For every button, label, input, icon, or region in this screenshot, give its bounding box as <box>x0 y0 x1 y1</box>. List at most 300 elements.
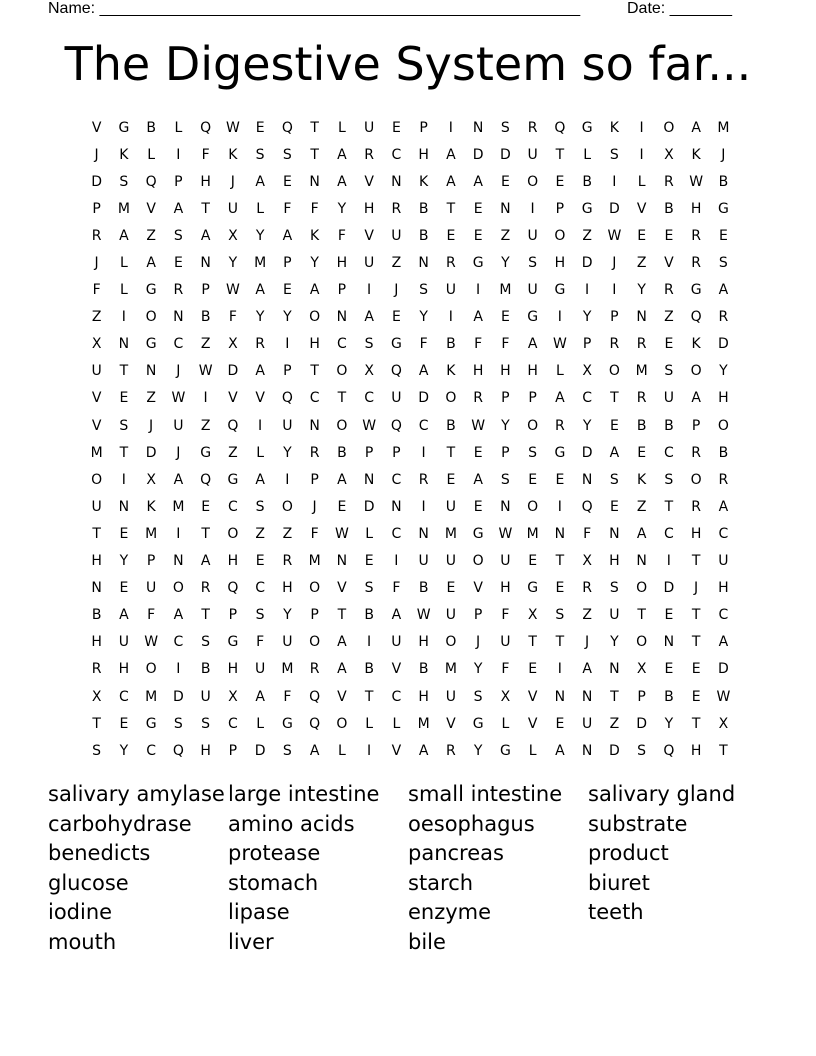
grid-letter[interactable]: M <box>717 119 730 136</box>
grid-letter[interactable]: Z <box>228 444 238 461</box>
grid-letter[interactable]: U <box>91 363 102 380</box>
grid-letter[interactable]: D <box>581 444 593 461</box>
grid-letter[interactable]: S <box>718 255 728 272</box>
grid-letter[interactable]: H <box>118 661 130 678</box>
grid-letter[interactable]: G <box>145 336 157 353</box>
grid-letter[interactable]: W <box>171 390 186 407</box>
grid-letter[interactable]: C <box>255 580 266 597</box>
grid-letter[interactable]: R <box>91 661 102 678</box>
grid-letter[interactable]: G <box>227 634 239 651</box>
grid-letter[interactable]: A <box>337 146 347 163</box>
grid-letter[interactable]: T <box>610 390 619 407</box>
grid-letter[interactable]: P <box>283 255 292 272</box>
grid-letter[interactable]: M <box>145 688 158 705</box>
grid-letter[interactable]: I <box>176 525 181 542</box>
grid-letter[interactable]: Z <box>146 390 156 407</box>
grid-letter[interactable]: Q <box>390 417 402 434</box>
grid-letter[interactable]: T <box>691 553 701 570</box>
grid-letter[interactable]: X <box>582 553 592 570</box>
grid-letter[interactable]: C <box>418 417 429 434</box>
grid-letter[interactable]: Z <box>91 309 102 326</box>
grid-letter[interactable]: X <box>91 336 102 353</box>
grid-letter[interactable]: L <box>583 146 592 163</box>
grid-letter[interactable]: Y <box>637 282 646 299</box>
grid-letter[interactable]: U <box>282 634 293 651</box>
grid-letter[interactable]: S <box>364 336 374 353</box>
grid-letter[interactable]: H <box>718 580 729 597</box>
grid-letter[interactable]: N <box>636 553 647 570</box>
grid-letter[interactable]: O <box>145 661 157 678</box>
grid-letter[interactable]: B <box>446 336 456 353</box>
grid-letter[interactable]: F <box>501 336 510 353</box>
grid-letter[interactable]: X <box>664 146 674 163</box>
grid-letter[interactable]: G <box>200 444 212 461</box>
grid-letter[interactable]: H <box>91 634 102 651</box>
grid-letter[interactable]: E <box>555 173 565 190</box>
grid-letter[interactable]: O <box>336 715 348 732</box>
grid-letter[interactable]: H <box>418 634 429 651</box>
grid-letter[interactable]: U <box>445 607 456 624</box>
grid-letter[interactable]: I <box>612 173 617 190</box>
grid-letter[interactable]: L <box>392 715 401 732</box>
grid-letter[interactable]: D <box>172 688 184 705</box>
grid-letter[interactable]: C <box>173 634 184 651</box>
grid-letter[interactable]: C <box>227 715 238 732</box>
grid-letter[interactable]: P <box>174 173 183 190</box>
grid-letter[interactable]: A <box>337 661 347 678</box>
grid-letter[interactable]: A <box>527 336 538 353</box>
grid-letter[interactable]: Q <box>200 471 212 488</box>
grid-letter[interactable]: S <box>528 444 538 461</box>
grid-letter[interactable]: U <box>391 390 402 407</box>
grid-letter[interactable]: N <box>636 309 647 326</box>
grid-letter[interactable]: W <box>689 173 704 190</box>
grid-letter[interactable]: H <box>227 661 239 678</box>
grid-letter[interactable]: Y <box>582 309 592 326</box>
grid-letter[interactable]: D <box>363 498 375 515</box>
grid-letter[interactable]: N <box>663 634 675 651</box>
grid-letter[interactable]: N <box>391 498 402 515</box>
grid-letter[interactable]: O <box>227 525 239 542</box>
grid-letter[interactable]: R <box>636 390 647 407</box>
grid-letter[interactable]: U <box>282 417 293 434</box>
grid-letter[interactable]: T <box>555 634 565 651</box>
grid-letter[interactable]: V <box>91 417 102 434</box>
grid-letter[interactable]: T <box>555 146 565 163</box>
grid-letter[interactable]: W <box>144 634 159 651</box>
grid-letter[interactable]: D <box>663 580 675 597</box>
grid-letter[interactable]: B <box>146 119 156 136</box>
grid-letter[interactable]: X <box>364 363 374 380</box>
grid-letter[interactable]: E <box>664 661 674 678</box>
grid-letter[interactable]: E <box>446 471 456 488</box>
grid-letter[interactable]: A <box>255 173 265 190</box>
grid-letter[interactable]: W <box>198 363 213 380</box>
grid-letter[interactable]: R <box>446 255 456 272</box>
grid-letter[interactable]: O <box>527 417 539 434</box>
grid-letter[interactable]: T <box>446 200 456 217</box>
grid-letter[interactable]: E <box>500 309 510 326</box>
grid-letter[interactable]: A <box>337 173 347 190</box>
grid-letter[interactable]: Y <box>255 227 265 244</box>
grid-letter[interactable]: H <box>609 553 620 570</box>
grid-letter[interactable]: Y <box>419 309 428 326</box>
grid-letter[interactable]: Q <box>690 309 702 326</box>
grid-letter[interactable]: N <box>363 471 375 488</box>
grid-letter[interactable]: A <box>364 309 374 326</box>
grid-letter[interactable]: C <box>309 390 320 407</box>
grid-letter[interactable]: N <box>91 580 102 597</box>
grid-letter[interactable]: Z <box>255 525 265 542</box>
grid-letter[interactable]: M <box>145 525 158 542</box>
grid-letter[interactable]: V <box>364 173 374 190</box>
grid-letter[interactable]: T <box>119 363 129 380</box>
grid-letter[interactable]: I <box>585 282 590 299</box>
grid-letter[interactable]: V <box>255 390 265 407</box>
grid-letter[interactable]: R <box>691 255 701 272</box>
grid-letter[interactable]: T <box>201 200 210 217</box>
grid-letter[interactable]: Z <box>500 227 511 244</box>
grid-letter[interactable]: U <box>364 255 375 272</box>
grid-letter[interactable]: I <box>639 119 644 136</box>
grid-letter[interactable]: Q <box>145 173 157 190</box>
grid-letter[interactable]: O <box>690 471 702 488</box>
grid-letter[interactable]: T <box>364 688 374 705</box>
grid-letter[interactable]: R <box>691 498 701 515</box>
grid-letter[interactable]: E <box>637 227 647 244</box>
grid-letter[interactable]: P <box>392 444 401 461</box>
grid-letter[interactable]: S <box>282 146 292 163</box>
grid-letter[interactable]: G <box>690 282 702 299</box>
grid-letter[interactable]: R <box>609 336 620 353</box>
grid-letter[interactable]: X <box>500 688 511 705</box>
grid-letter[interactable]: N <box>554 688 566 705</box>
grid-letter[interactable]: H <box>309 336 320 353</box>
grid-letter[interactable]: C <box>718 525 729 542</box>
grid-letter[interactable]: M <box>526 525 539 542</box>
grid-letter[interactable]: V <box>527 715 538 732</box>
grid-letter[interactable]: A <box>473 309 483 326</box>
grid-letter[interactable]: Z <box>391 255 402 272</box>
grid-letter[interactable]: O <box>445 390 457 407</box>
grid-letter[interactable]: B <box>91 607 102 624</box>
grid-letter[interactable]: Q <box>554 119 566 136</box>
grid-letter[interactable]: W <box>225 119 240 136</box>
grid-letter[interactable]: P <box>201 282 210 299</box>
grid-letter[interactable]: G <box>472 715 484 732</box>
grid-letter[interactable]: R <box>309 661 320 678</box>
grid-letter[interactable]: B <box>200 309 211 326</box>
grid-letter[interactable]: E <box>282 173 292 190</box>
grid-letter[interactable]: I <box>285 336 290 353</box>
grid-letter[interactable]: N <box>336 309 348 326</box>
grid-letter[interactable]: P <box>501 390 510 407</box>
grid-letter[interactable]: E <box>528 471 538 488</box>
grid-letter[interactable]: O <box>172 580 184 597</box>
grid-letter[interactable]: T <box>310 363 319 380</box>
grid-letter[interactable]: A <box>418 363 429 380</box>
grid-letter[interactable]: Z <box>636 498 647 515</box>
grid-letter[interactable]: T <box>719 742 728 759</box>
grid-letter[interactable]: O <box>608 363 620 380</box>
grid-letter[interactable]: Q <box>281 119 293 136</box>
grid-letter[interactable]: B <box>418 227 429 244</box>
grid-letter[interactable]: D <box>636 715 648 732</box>
grid-letter[interactable]: E <box>664 336 674 353</box>
grid-letter[interactable]: N <box>145 363 157 380</box>
grid-letter[interactable]: N <box>118 498 130 515</box>
grid-letter[interactable]: H <box>718 390 729 407</box>
grid-letter[interactable]: Q <box>172 742 184 759</box>
grid-letter[interactable]: D <box>717 661 729 678</box>
grid-letter[interactable]: T <box>92 715 101 732</box>
grid-letter[interactable]: D <box>418 390 430 407</box>
grid-letter[interactable]: D <box>472 146 484 163</box>
grid-letter[interactable]: I <box>176 146 181 163</box>
grid-letter[interactable]: M <box>117 200 130 217</box>
grid-letter[interactable]: I <box>666 553 671 570</box>
grid-letter[interactable]: T <box>691 607 701 624</box>
grid-letter[interactable]: P <box>582 336 592 353</box>
grid-letter[interactable]: W <box>471 417 486 434</box>
grid-letter[interactable]: R <box>418 471 429 488</box>
grid-letter[interactable]: C <box>391 525 402 542</box>
grid-letter[interactable]: O <box>309 634 321 651</box>
grid-letter[interactable]: E <box>337 498 347 515</box>
grid-letter[interactable]: T <box>310 119 319 136</box>
grid-letter[interactable]: N <box>500 498 511 515</box>
grid-letter[interactable]: P <box>501 444 510 461</box>
grid-letter[interactable]: N <box>581 742 593 759</box>
grid-letter[interactable]: T <box>691 715 701 732</box>
grid-letter[interactable]: Y <box>501 255 510 272</box>
grid-letter[interactable]: E <box>528 661 538 678</box>
grid-letter[interactable]: N <box>391 173 402 190</box>
grid-letter[interactable]: U <box>391 227 402 244</box>
grid-letter[interactable]: X <box>146 471 156 488</box>
grid-letter[interactable]: O <box>717 417 729 434</box>
grid-letter[interactable]: W <box>362 417 377 434</box>
grid-letter[interactable]: N <box>309 417 320 434</box>
grid-letter[interactable]: L <box>256 200 265 217</box>
grid-letter[interactable]: S <box>255 607 265 624</box>
grid-letter[interactable]: R <box>200 580 211 597</box>
grid-letter[interactable]: E <box>282 282 292 299</box>
grid-letter[interactable]: H <box>227 553 239 570</box>
grid-letter[interactable]: T <box>637 607 646 624</box>
grid-letter[interactable]: E <box>391 309 401 326</box>
grid-letter[interactable]: S <box>500 119 510 136</box>
grid-letter[interactable]: B <box>718 444 729 461</box>
grid-letter[interactable]: Y <box>119 742 129 759</box>
grid-letter[interactable]: W <box>607 227 622 244</box>
grid-letter[interactable]: G <box>145 282 157 299</box>
grid-letter[interactable]: I <box>557 309 562 326</box>
grid-letter[interactable]: A <box>146 255 156 272</box>
grid-letter[interactable]: O <box>636 634 648 651</box>
grid-letter[interactable]: N <box>418 525 429 542</box>
grid-letter[interactable]: Q <box>309 715 321 732</box>
grid-letter[interactable]: N <box>554 525 566 542</box>
grid-letter[interactable]: R <box>636 336 647 353</box>
grid-letter[interactable]: E <box>119 715 129 732</box>
grid-letter[interactable]: F <box>228 309 237 326</box>
grid-letter[interactable]: H <box>690 200 702 217</box>
grid-letter[interactable]: S <box>500 471 510 488</box>
grid-letter[interactable]: I <box>258 417 263 434</box>
grid-letter[interactable]: C <box>146 742 157 759</box>
grid-letter[interactable]: T <box>691 634 701 651</box>
grid-letter[interactable]: I <box>557 661 562 678</box>
grid-letter[interactable]: G <box>145 715 157 732</box>
grid-letter[interactable]: J <box>176 444 181 461</box>
grid-letter[interactable]: I <box>476 282 481 299</box>
grid-letter[interactable]: G <box>717 200 729 217</box>
grid-letter[interactable]: M <box>635 363 648 380</box>
grid-letter[interactable]: U <box>118 634 129 651</box>
grid-letter[interactable]: M <box>308 553 321 570</box>
grid-letter[interactable]: A <box>255 471 265 488</box>
grid-letter[interactable]: H <box>418 146 429 163</box>
grid-letter[interactable]: I <box>367 634 372 651</box>
grid-letter[interactable]: V <box>337 580 347 597</box>
grid-letter[interactable]: G <box>581 119 593 136</box>
grid-letter[interactable]: W <box>416 607 431 624</box>
grid-letter[interactable]: N <box>173 553 184 570</box>
grid-letter[interactable]: E <box>718 227 728 244</box>
grid-letter[interactable]: S <box>664 363 674 380</box>
grid-letter[interactable]: G <box>118 119 130 136</box>
grid-letter[interactable]: L <box>174 119 183 136</box>
grid-letter[interactable]: Z <box>609 715 620 732</box>
grid-letter[interactable]: U <box>146 580 157 597</box>
grid-letter[interactable]: F <box>474 336 483 353</box>
grid-letter[interactable]: D <box>717 336 729 353</box>
grid-letter[interactable]: E <box>391 119 401 136</box>
grid-letter[interactable]: B <box>582 173 592 190</box>
grid-letter[interactable]: A <box>119 607 129 624</box>
grid-letter[interactable]: D <box>254 742 266 759</box>
grid-letter[interactable]: U <box>527 227 538 244</box>
grid-letter[interactable]: B <box>664 688 674 705</box>
grid-letter[interactable]: B <box>446 417 456 434</box>
grid-letter[interactable]: P <box>228 742 238 759</box>
grid-letter[interactable]: Y <box>719 363 728 380</box>
grid-letter[interactable]: K <box>691 336 701 353</box>
grid-letter[interactable]: R <box>91 227 102 244</box>
grid-letter[interactable]: F <box>583 525 592 542</box>
grid-letter[interactable]: V <box>636 200 647 217</box>
grid-letter[interactable]: Y <box>582 417 592 434</box>
grid-letter[interactable]: A <box>309 742 320 759</box>
grid-letter[interactable]: A <box>418 742 429 759</box>
grid-letter[interactable]: P <box>283 363 292 380</box>
grid-letter[interactable]: A <box>337 634 347 651</box>
grid-letter[interactable]: Q <box>309 688 321 705</box>
grid-letter[interactable]: B <box>418 661 429 678</box>
grid-letter[interactable]: M <box>90 444 103 461</box>
grid-letter[interactable]: Y <box>610 634 619 651</box>
grid-letter[interactable]: S <box>528 255 538 272</box>
grid-letter[interactable]: W <box>334 525 349 542</box>
grid-letter[interactable]: V <box>473 580 483 597</box>
grid-letter[interactable]: F <box>310 200 319 217</box>
grid-letter[interactable]: U <box>173 417 184 434</box>
grid-letter[interactable]: V <box>391 661 402 678</box>
grid-letter[interactable]: J <box>149 417 154 434</box>
grid-letter[interactable]: Y <box>337 200 347 217</box>
grid-letter[interactable]: S <box>119 417 129 434</box>
grid-letter[interactable]: V <box>664 255 674 272</box>
grid-letter[interactable]: G <box>527 309 539 326</box>
grid-letter[interactable]: D <box>608 200 620 217</box>
grid-letter[interactable]: T <box>201 525 210 542</box>
grid-letter[interactable]: C <box>336 336 347 353</box>
grid-letter[interactable]: X <box>228 336 238 353</box>
grid-letter[interactable]: Y <box>255 309 265 326</box>
grid-letter[interactable]: Q <box>281 390 293 407</box>
grid-letter[interactable]: H <box>418 688 429 705</box>
grid-letter[interactable]: A <box>718 634 729 651</box>
grid-letter[interactable]: S <box>609 146 619 163</box>
grid-letter[interactable]: O <box>336 363 348 380</box>
grid-letter[interactable]: U <box>500 634 511 651</box>
grid-letter[interactable]: M <box>499 282 512 299</box>
grid-letter[interactable]: S <box>201 634 211 651</box>
grid-letter[interactable]: C <box>391 471 402 488</box>
grid-letter[interactable]: S <box>609 580 619 597</box>
grid-letter[interactable]: T <box>201 607 210 624</box>
grid-letter[interactable]: E <box>664 607 674 624</box>
grid-letter[interactable]: A <box>200 553 211 570</box>
grid-letter[interactable]: A <box>173 607 184 624</box>
grid-letter[interactable]: R <box>691 227 701 244</box>
grid-letter[interactable]: G <box>227 471 239 488</box>
grid-letter[interactable]: L <box>256 444 265 461</box>
grid-letter[interactable]: H <box>200 742 211 759</box>
grid-letter[interactable]: E <box>119 580 129 597</box>
grid-letter[interactable]: X <box>228 688 238 705</box>
grid-letter[interactable]: A <box>255 688 265 705</box>
grid-letter[interactable]: O <box>663 119 675 136</box>
grid-letter[interactable]: X <box>718 715 729 732</box>
grid-letter[interactable]: S <box>119 173 129 190</box>
grid-letter[interactable]: L <box>337 742 346 759</box>
grid-letter[interactable]: X <box>91 688 102 705</box>
grid-letter[interactable]: I <box>367 742 372 759</box>
grid-letter[interactable]: E <box>364 553 374 570</box>
grid-letter[interactable]: R <box>255 336 265 353</box>
grid-letter[interactable]: U <box>418 553 429 570</box>
grid-letter[interactable]: U <box>445 282 456 299</box>
grid-letter[interactable]: Q <box>227 580 239 597</box>
grid-letter[interactable]: P <box>310 607 319 624</box>
grid-letter[interactable]: U <box>445 688 456 705</box>
grid-letter[interactable]: V <box>228 390 238 407</box>
grid-letter[interactable]: N <box>609 525 620 542</box>
grid-letter[interactable]: A <box>718 282 729 299</box>
grid-letter[interactable]: D <box>608 742 620 759</box>
grid-letter[interactable]: I <box>448 119 453 136</box>
grid-letter[interactable]: A <box>200 227 211 244</box>
grid-letter[interactable]: U <box>527 282 538 299</box>
grid-letter[interactable]: H <box>472 363 484 380</box>
grid-letter[interactable]: U <box>527 146 538 163</box>
grid-letter[interactable]: Z <box>282 525 293 542</box>
grid-letter[interactable]: A <box>446 146 456 163</box>
grid-letter[interactable]: O <box>145 309 157 326</box>
grid-letter[interactable]: O <box>91 471 103 488</box>
